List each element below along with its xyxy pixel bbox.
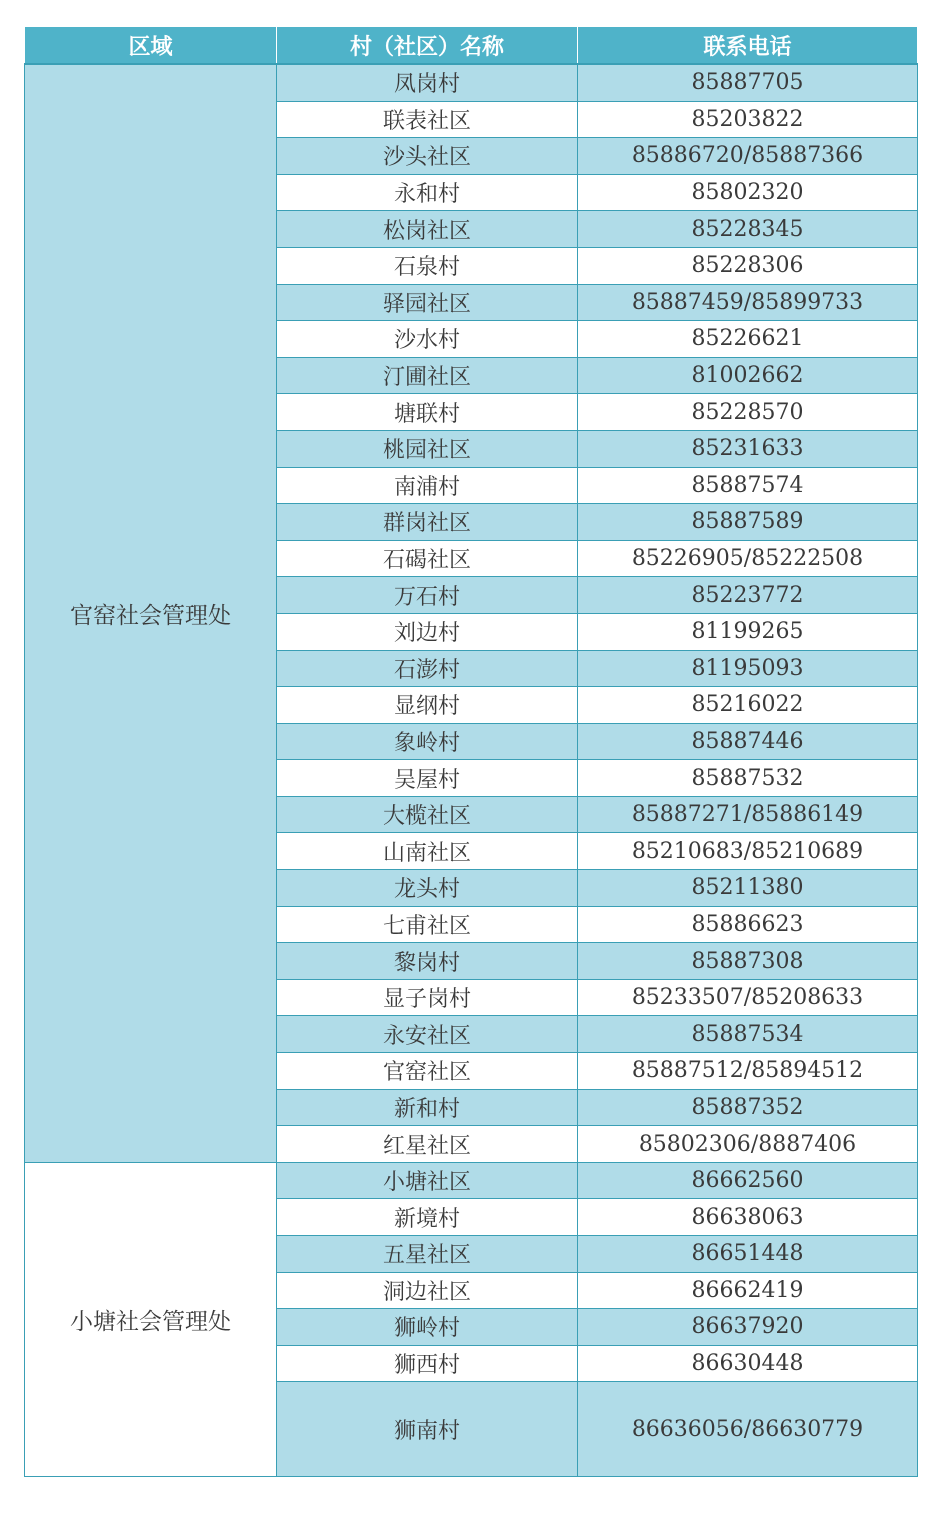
phone-cell: 85228570: [578, 394, 918, 431]
phone-cell: 86637920: [578, 1309, 918, 1346]
table-header-row: [25, 27, 918, 65]
phone-cell: 85228345: [578, 211, 918, 248]
phone-cell: 85887532: [578, 760, 918, 797]
village-name-cell: 驿园社区: [277, 284, 578, 321]
village-name-cell: 狮西村: [277, 1345, 578, 1382]
village-name-cell: 石澎村: [277, 650, 578, 687]
village-name-cell: 沙水村: [277, 321, 578, 358]
phone-cell: 85887352: [578, 1089, 918, 1126]
village-name-cell: 新境村: [277, 1199, 578, 1236]
phone-cell: 85886623: [578, 906, 918, 943]
village-name-cell: 群岗社区: [277, 504, 578, 541]
village-name-cell: 五星社区: [277, 1236, 578, 1273]
village-name-cell: 桃园社区: [277, 430, 578, 467]
header-region: 区域: [25, 27, 277, 65]
village-name-cell: 龙头村: [277, 870, 578, 907]
village-name-cell: 显纲村: [277, 687, 578, 724]
village-name-cell: 象岭村: [277, 723, 578, 760]
village-name-cell: 吴屋村: [277, 760, 578, 797]
phone-cell: 86662560: [578, 1162, 918, 1199]
village-name-cell: 七甫社区: [277, 906, 578, 943]
phone-cell: 86651448: [578, 1236, 918, 1273]
village-name-cell: 松岗社区: [277, 211, 578, 248]
table-body: [25, 64, 918, 1477]
phone-cell: 85802320: [578, 174, 918, 211]
village-name-cell: 南浦村: [277, 467, 578, 504]
phone-cell: 85203822: [578, 101, 918, 138]
contact-table: [24, 26, 918, 1477]
phone-cell: 85226621: [578, 321, 918, 358]
region-cell: 小塘社会管理处: [25, 1162, 277, 1477]
phone-cell: 85216022: [578, 687, 918, 724]
phone-cell: 85887574: [578, 467, 918, 504]
phone-cell: 81195093: [578, 650, 918, 687]
village-name-cell: 黎岗村: [277, 943, 578, 980]
phone-cell: 85211380: [578, 870, 918, 907]
phone-cell: 85223772: [578, 577, 918, 614]
village-name-cell: 永和村: [277, 174, 578, 211]
village-name-cell: 汀圃社区: [277, 357, 578, 394]
phone-cell: 85887446: [578, 723, 918, 760]
phone-cell: 85233507/85208633: [578, 979, 918, 1016]
phone-cell: 86638063: [578, 1199, 918, 1236]
village-name-cell: 红星社区: [277, 1126, 578, 1163]
phone-cell: 86630448: [578, 1345, 918, 1382]
village-name-cell: 塘联村: [277, 394, 578, 431]
village-name-cell: 石碣社区: [277, 540, 578, 577]
village-name-cell: 山南社区: [277, 833, 578, 870]
village-name-cell: 狮南村: [277, 1382, 578, 1477]
contact-table-container: [24, 26, 917, 1477]
phone-cell: 86636056/86630779: [578, 1382, 918, 1477]
phone-cell: 85887534: [578, 1016, 918, 1053]
header-phone: 联系电话: [578, 27, 918, 65]
phone-cell: 85887271/85886149: [578, 796, 918, 833]
village-name-cell: 永安社区: [277, 1016, 578, 1053]
phone-cell: 85887459/85899733: [578, 284, 918, 321]
village-name-cell: 官窑社区: [277, 1053, 578, 1090]
village-name-cell: 显子岗村: [277, 979, 578, 1016]
village-name-cell: 石泉村: [277, 247, 578, 284]
village-name-cell: 凤岗村: [277, 64, 578, 101]
village-name-cell: 新和村: [277, 1089, 578, 1126]
table-row: [25, 64, 918, 101]
village-name-cell: 洞边社区: [277, 1272, 578, 1309]
phone-cell: 85886720/85887366: [578, 138, 918, 175]
phone-cell: 81002662: [578, 357, 918, 394]
header-village-name: 村（社区）名称: [277, 27, 578, 65]
phone-cell: 85231633: [578, 430, 918, 467]
phone-cell: 85802306/8887406: [578, 1126, 918, 1163]
village-name-cell: 联表社区: [277, 101, 578, 138]
village-name-cell: 沙头社区: [277, 138, 578, 175]
phone-cell: 85210683/85210689: [578, 833, 918, 870]
village-name-cell: 小塘社区: [277, 1162, 578, 1199]
village-name-cell: 大榄社区: [277, 796, 578, 833]
region-cell: 官窑社会管理处: [25, 64, 277, 1162]
phone-cell: 86662419: [578, 1272, 918, 1309]
village-name-cell: 狮岭村: [277, 1309, 578, 1346]
phone-cell: 85228306: [578, 247, 918, 284]
village-name-cell: 刘边村: [277, 613, 578, 650]
phone-cell: 85887589: [578, 504, 918, 541]
table-row: [25, 1162, 918, 1199]
phone-cell: 85887705: [578, 64, 918, 101]
phone-cell: 85887308: [578, 943, 918, 980]
phone-cell: 85887512/85894512: [578, 1053, 918, 1090]
phone-cell: 81199265: [578, 613, 918, 650]
phone-cell: 85226905/85222508: [578, 540, 918, 577]
village-name-cell: 万石村: [277, 577, 578, 614]
